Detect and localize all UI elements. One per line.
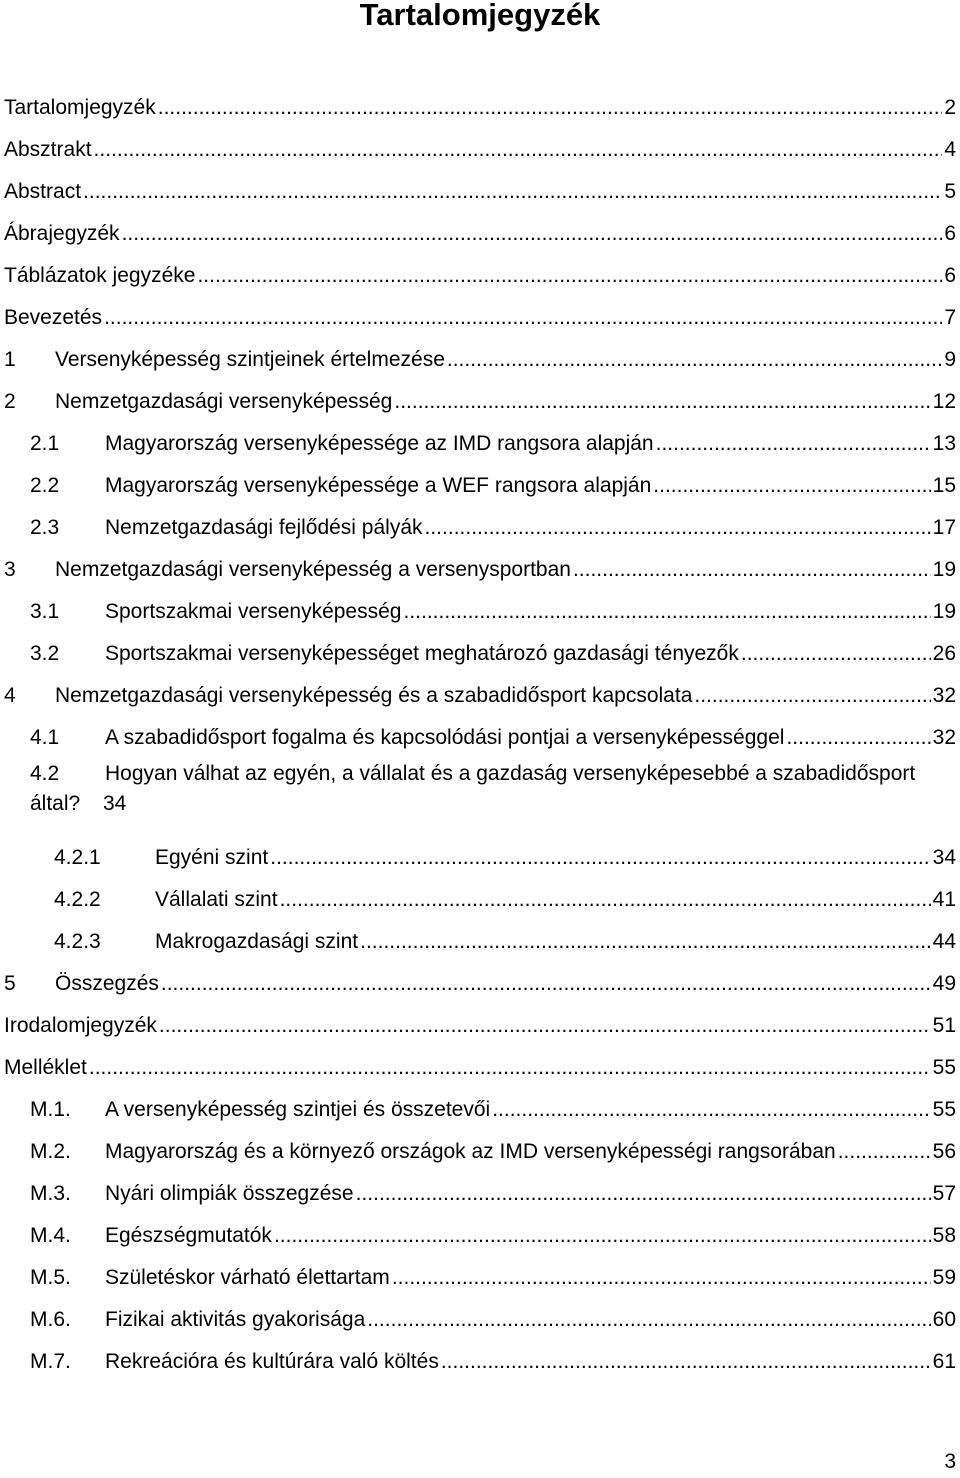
toc-entry-page: 19 bbox=[932, 558, 956, 581]
toc-entry-number: M.2. bbox=[30, 1140, 71, 1163]
toc-entry[interactable] bbox=[30, 1302, 956, 1332]
toc-dot-leader bbox=[367, 1308, 930, 1332]
toc-entry-page: 55 bbox=[932, 1056, 956, 1079]
toc-entry-title: Nyári olimpiák összegzése bbox=[105, 1182, 354, 1205]
toc-entry-title: A szabadidősport fogalma és kapcsolódási pontjai a versenyképességgel bbox=[105, 726, 785, 749]
page-title: Tartalomjegyzék bbox=[359, 0, 601, 32]
toc-entry[interactable] bbox=[30, 468, 956, 498]
toc-entry[interactable] bbox=[30, 759, 956, 819]
toc-dot-leader bbox=[573, 558, 931, 582]
toc-entry-page: 7 bbox=[944, 306, 956, 329]
toc-entry-title: Egészségmutatók bbox=[105, 1224, 272, 1247]
toc-entry-page: 59 bbox=[932, 1266, 956, 1289]
toc-entry[interactable] bbox=[30, 636, 956, 666]
toc-dot-leader bbox=[94, 138, 943, 162]
toc-entry-page: 34 bbox=[932, 846, 956, 869]
toc-entry[interactable] bbox=[30, 1260, 956, 1290]
toc-entry[interactable] bbox=[54, 882, 956, 912]
toc-dot-leader bbox=[656, 432, 931, 456]
toc-entry[interactable] bbox=[4, 1008, 956, 1038]
toc-entry-page: 60 bbox=[932, 1308, 956, 1331]
toc-entry[interactable] bbox=[30, 426, 956, 456]
toc-entry-number: M.7. bbox=[30, 1350, 71, 1373]
toc-entry-number: 5 bbox=[4, 972, 16, 995]
toc-entry-title: Egyéni szint bbox=[155, 846, 269, 869]
toc-dot-leader bbox=[392, 1266, 931, 1290]
toc-entry-page: 32 bbox=[932, 684, 956, 707]
toc-entry-title: Irodalomjegyzék bbox=[4, 1014, 157, 1037]
toc-entry-page: 6 bbox=[944, 264, 956, 287]
toc-dot-leader bbox=[447, 348, 942, 372]
toc-dot-leader bbox=[360, 930, 931, 954]
toc-entry-title: Magyarország versenyképessége az IMD rangsora alapján bbox=[105, 432, 654, 455]
toc-entry[interactable] bbox=[4, 216, 956, 246]
toc-dot-leader bbox=[838, 1140, 931, 1164]
toc-entry-page: 51 bbox=[932, 1014, 956, 1037]
toc-entry[interactable] bbox=[30, 594, 956, 624]
toc-entry-number: 2.1 bbox=[30, 432, 60, 455]
toc-entry-number: 4.2.2 bbox=[54, 888, 101, 911]
toc-dot-leader bbox=[161, 972, 931, 996]
toc-dot-leader bbox=[83, 180, 942, 204]
toc-entry-page: 32 bbox=[932, 726, 956, 749]
toc-entry-title: Melléklet bbox=[4, 1056, 87, 1079]
toc-entry[interactable] bbox=[30, 720, 956, 750]
toc-entry-title: Hogyan válhat az egyén, a vállalat és a gazdaság versenyképesebbé a szabadidősport bbox=[105, 762, 916, 785]
toc-entry-title: Abstract bbox=[4, 180, 82, 203]
page-number: 3 bbox=[944, 1450, 956, 1473]
toc-entry-title: Bevezetés bbox=[4, 306, 103, 329]
toc-entry-page: 13 bbox=[932, 432, 956, 455]
toc-entry-page: 2 bbox=[944, 96, 956, 119]
toc-entry-page: 9 bbox=[944, 348, 956, 371]
toc-entry[interactable] bbox=[54, 924, 956, 954]
toc-dot-leader bbox=[356, 1182, 931, 1206]
toc-dot-leader bbox=[694, 684, 930, 708]
toc-entry-title: Versenyképesség szintjeinek értelmezése bbox=[55, 348, 445, 371]
toc-entry-number: 2.2 bbox=[30, 474, 60, 497]
toc-entry-page: 55 bbox=[932, 1098, 956, 1121]
toc-entry-title: Makrogazdasági szint bbox=[155, 930, 359, 953]
toc-dot-leader bbox=[741, 642, 931, 666]
toc-entry-title: Táblázatok jegyzéke bbox=[4, 264, 196, 287]
toc-entry-number: 3 bbox=[4, 558, 16, 581]
toc-dot-leader bbox=[653, 474, 930, 498]
toc-entry[interactable] bbox=[4, 258, 956, 288]
toc-dot-leader bbox=[274, 1224, 931, 1248]
toc-entry[interactable] bbox=[4, 300, 956, 330]
toc-entry-title: Születéskor várható élettartam bbox=[105, 1266, 390, 1289]
toc-entry-number: 2.3 bbox=[30, 516, 60, 539]
toc-entry-number: 2 bbox=[4, 390, 16, 413]
toc-entry[interactable] bbox=[30, 1134, 956, 1164]
toc-entry-page: 58 bbox=[932, 1224, 956, 1247]
toc-entry[interactable] bbox=[4, 90, 956, 120]
toc-entry[interactable] bbox=[4, 132, 956, 162]
toc-entry[interactable] bbox=[4, 552, 956, 582]
toc-dot-leader bbox=[159, 1014, 931, 1038]
toc-entry-number: 3.1 bbox=[30, 600, 60, 623]
toc-entry-page: 17 bbox=[932, 516, 956, 539]
toc-dot-leader bbox=[104, 306, 942, 330]
toc-dot-leader bbox=[394, 390, 930, 414]
toc-entry-title: Magyarország és a környező országok az IMD versenyképességi rangsorában bbox=[105, 1140, 836, 1163]
toc-entry-title: Nemzetgazdasági versenyképesség a versenysportban bbox=[55, 558, 571, 581]
toc-dot-leader bbox=[403, 600, 930, 624]
toc-dot-leader bbox=[197, 264, 942, 288]
toc-entry-number: 4 bbox=[4, 684, 16, 707]
toc-entry[interactable] bbox=[4, 384, 956, 414]
toc-entry-title: Fizikai aktivitás gyakorisága bbox=[105, 1308, 366, 1331]
toc-dot-leader bbox=[492, 1098, 930, 1122]
toc-entry-number: 4.2 bbox=[30, 762, 60, 785]
toc-entry[interactable] bbox=[54, 840, 956, 870]
toc-entry-page: 26 bbox=[932, 642, 956, 665]
toc-entry-title: Rekreációra és kultúrára való költés bbox=[105, 1350, 439, 1373]
toc-entry-number: M.4. bbox=[30, 1224, 71, 1247]
toc-entry-page: 44 bbox=[932, 930, 956, 953]
toc-entry[interactable] bbox=[4, 1050, 956, 1080]
toc-entry-page: 41 bbox=[932, 888, 956, 911]
toc-dot-leader bbox=[158, 96, 943, 120]
toc-entry-page: 19 bbox=[932, 600, 956, 623]
toc-dot-leader bbox=[441, 1350, 931, 1374]
toc-entry-title: Ábrajegyzék bbox=[4, 222, 120, 245]
toc-entry-title: Összegzés bbox=[55, 972, 159, 995]
toc-entry-title: Nemzetgazdasági versenyképesség és a szabadidősport kapcsolata bbox=[55, 684, 693, 707]
toc-entry-number: M.5. bbox=[30, 1266, 71, 1289]
toc-entry-number: 4.2.1 bbox=[54, 846, 101, 869]
toc-entry-page: 12 bbox=[932, 390, 956, 413]
toc-entry-page: 15 bbox=[932, 474, 956, 497]
toc-dot-leader bbox=[122, 222, 943, 246]
toc-entry[interactable] bbox=[30, 1092, 956, 1122]
toc-entry-title: Tartalomjegyzék bbox=[4, 96, 156, 119]
toc-entry-number: M.6. bbox=[30, 1308, 71, 1331]
toc-entry-page: 57 bbox=[932, 1182, 956, 1205]
toc-dot-leader bbox=[425, 516, 931, 540]
toc-entry-page: 61 bbox=[932, 1350, 956, 1373]
toc-entry-title: Magyarország versenyképessége a WEF rangsora alapján bbox=[105, 474, 652, 497]
toc-entry-number: M.1. bbox=[30, 1098, 71, 1121]
toc-entry[interactable] bbox=[4, 342, 956, 372]
toc-dot-leader bbox=[270, 846, 930, 870]
toc-entry-page: 34 bbox=[103, 792, 127, 815]
toc-entry-page: 56 bbox=[932, 1140, 956, 1163]
toc-entry-number: M.3. bbox=[30, 1182, 71, 1205]
toc-entry[interactable] bbox=[30, 510, 956, 540]
toc-entry-title: Nemzetgazdasági versenyképesség bbox=[55, 390, 393, 413]
toc-dot-leader bbox=[89, 1056, 931, 1080]
toc-entry-number: 1 bbox=[4, 348, 16, 371]
toc-entry[interactable] bbox=[4, 678, 956, 708]
toc-entry[interactable] bbox=[30, 1218, 956, 1248]
toc-entry-title: Vállalati szint bbox=[155, 888, 278, 911]
toc-entry-number: 4.2.3 bbox=[54, 930, 101, 953]
toc-dot-leader bbox=[280, 888, 931, 912]
toc-entry-number: 4.1 bbox=[30, 726, 60, 749]
toc-entry[interactable] bbox=[4, 174, 956, 204]
toc-entry-title-continuation: által? bbox=[30, 792, 81, 815]
toc-entry-page: 49 bbox=[932, 972, 956, 995]
toc-entry-number: 3.2 bbox=[30, 642, 60, 665]
toc-entry-page: 6 bbox=[944, 222, 956, 245]
toc-entry[interactable] bbox=[30, 1176, 956, 1206]
toc-entry-title: Nemzetgazdasági fejlődési pályák bbox=[105, 516, 423, 539]
toc-entry-page: 4 bbox=[944, 138, 956, 161]
toc-entry-title: Absztrakt bbox=[4, 138, 92, 161]
toc-dot-leader bbox=[786, 726, 930, 750]
toc-entry[interactable] bbox=[4, 966, 956, 996]
toc-entry-title: A versenyképesség szintjei és összetevői bbox=[105, 1098, 491, 1121]
toc-entry-title: Sportszakmai versenyképességet meghatározó gazdasági tényezők bbox=[105, 642, 739, 665]
toc-entry-page: 5 bbox=[944, 180, 956, 203]
toc-entry-title: Sportszakmai versenyképesség bbox=[105, 600, 402, 623]
toc-entry[interactable] bbox=[30, 1344, 956, 1374]
